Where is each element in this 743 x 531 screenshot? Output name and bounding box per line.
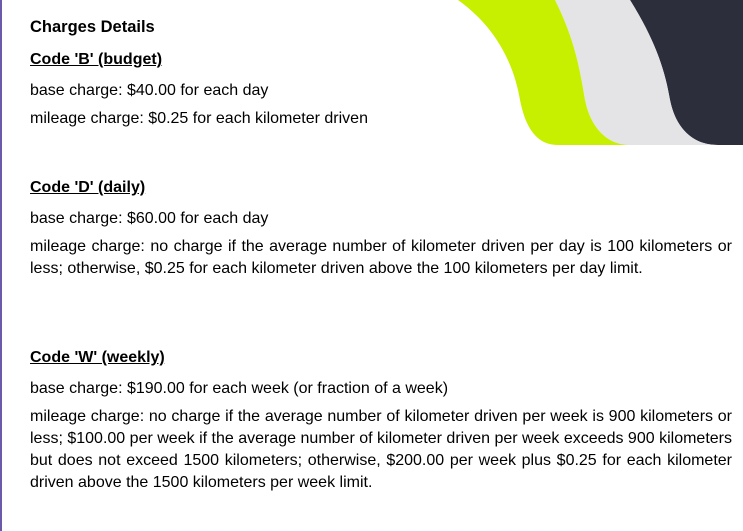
mileage-charge-text: mileage charge: no charge if the average number of kilometer driven per day is 100 kilometers or less; otherwise, $0.25 for each kilometer driven above the 100 kilometers per day limit. <box>30 238 732 277</box>
mileage-charge-text: mileage charge: $0.25 for each kilometer driven <box>30 110 368 127</box>
base-charge-text: base charge: $60.00 for each day <box>30 210 269 227</box>
section-heading: Code 'W' (weekly) <box>30 349 165 366</box>
base-charge-text: base charge: $40.00 for each day <box>30 82 269 99</box>
mileage-charge-text: mileage charge: no charge if the average number of kilometer driven per week is 900 kilometers or less; $100.00 per week if the average number of kilometer driven per week exceeds 900 kilometers but does not exceed 1500 kilometers; otherwise, $200.00 per week plus $0.25 for each kilometer driven above the 1500 kilometers per week limit. <box>30 408 732 491</box>
section-heading: Code 'B' (budget) <box>30 51 163 68</box>
section-heading: Code 'D' (daily) <box>30 179 146 196</box>
section-code-b <box>30 50 732 136</box>
base-charge-text: base charge: $190.00 for each week (or fraction of a week) <box>30 380 449 397</box>
section-code-w <box>30 348 732 494</box>
left-border-line <box>0 0 2 531</box>
section-code-d <box>30 178 732 280</box>
charges-content <box>30 16 732 491</box>
page-title: Charges Details <box>30 18 155 36</box>
